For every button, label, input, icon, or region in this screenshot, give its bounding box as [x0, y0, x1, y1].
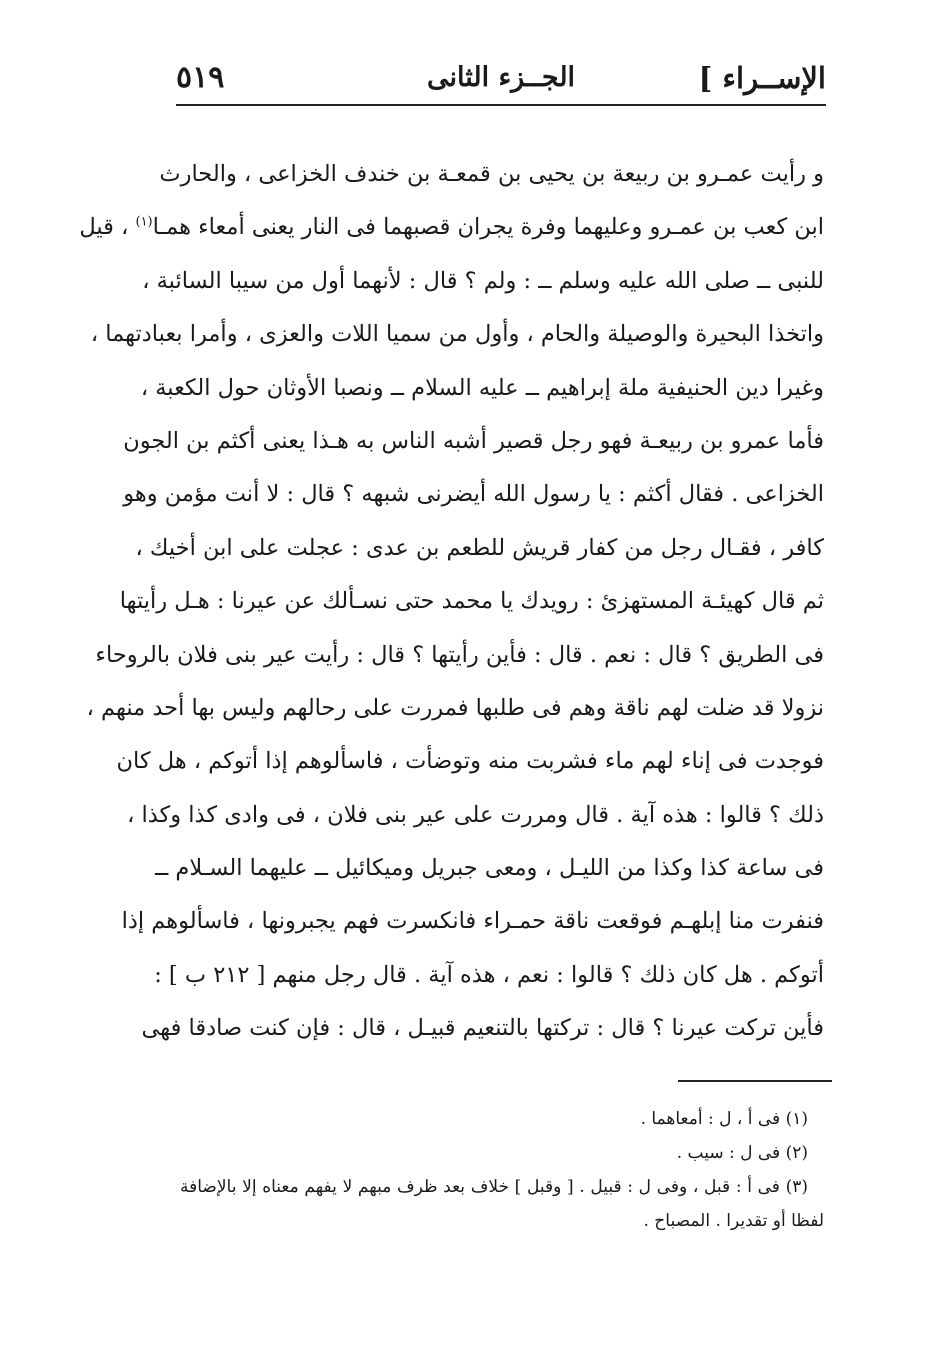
text-line: أتوكم . هل كان ذلك ؟ قالوا : نعم ، هذه آية . قال رجل منهم [ ٢١٢ ب ] :	[154, 961, 824, 988]
footnote-1: (١) فى أ ، ل : أمعاهما .	[640, 1109, 808, 1129]
footnotes	[180, 1102, 824, 1238]
volume-title: الجــزء الثانى	[426, 62, 576, 93]
text-segment: ابن كعب بن عمـرو وعليهما وفرة يجران قصبهما فى النار يعنى أمعاء همـا	[152, 214, 824, 241]
main-text	[79, 148, 824, 1056]
footnote-2: (٢) فى ل : سيب .	[676, 1143, 808, 1163]
text-line	[141, 1002, 824, 1055]
footnote-3-continuation: لفظا أو تقديرا . المصباح .	[643, 1211, 824, 1231]
text-line: فى ساعة كذا وكذا من الليـل ، ومعى جبريل وميكائيل ــ عليهما السـلام ــ	[155, 855, 824, 882]
text-line: الخزاعى . فقال أكثم : يا رسول الله أيضرنى شبهه ؟ قال : لا أنت مؤمن وهو	[123, 481, 824, 508]
text-line: ذلك ؟ قالوا : هذه آية . قال ومررت على عير بنى فلان ، فى وادى كذا وكذا ،	[127, 801, 824, 828]
running-header	[176, 56, 826, 106]
text-line: فأما عمرو بن ربيعـة فهو رجل قصير أشبه الناس به هـذا يعنى أكثم بن الجون	[123, 427, 824, 454]
text-segment: ، قيل	[79, 214, 129, 241]
footnote-rule	[678, 1080, 832, 1082]
page-number: ٥١٩	[176, 60, 225, 95]
text-line: واتخذا البحيرة والوصيلة والحام ، وأول من سميا اللات والعزى ، وأمرا بعبادتهما ،	[90, 321, 824, 348]
text-line: فى الطريق ؟ قال : نعم . قال : فأين رأيتها ؟ قال : رأيت عير بنى فلان بالروحاء	[95, 641, 824, 668]
text-line: وغيرا دين الحنيفية ملة إبراهيم ــ عليه السلام ــ ونصبا الأوثان حول الكعبة ،	[140, 374, 824, 401]
footnote-marker: (١)	[135, 214, 153, 230]
text-line: للنبى ــ صلى الله عليه وسلم ــ : ولم ؟ قال : لأنهما أول من سيبا السائبة ،	[142, 267, 824, 294]
text-line: فوجدت فى إناء لهم ماء فشربت منه وتوضأت ، فاسألوهم إذا أتوكم ، هل كان	[116, 748, 824, 775]
text-line: نزولا قد ضلت لهم ناقة وهم فى طلبها فمررت على رحالهم وليس بها أحد منهم ،	[86, 694, 824, 721]
text-line: كافر ، فقـال رجل من كفار قريش للطعم بن عدى : عجلت على ابن أخيك ،	[135, 534, 824, 561]
footnote-3: (٣) فى أ : قبل ، وفى ل : قبيل . [ وقبل ] خلاف بعد ظرف مبهم لا يفهم معناه إلا بالإضافة	[180, 1177, 808, 1197]
section-title: الإســراء ]	[698, 61, 826, 95]
text-line: ثم قال كهيئـة المستهزئ : رويدك يا محمد حتى نسـألك عن عيرنا : هـل رأيتها	[119, 588, 824, 615]
header-rule	[176, 104, 826, 106]
text-line	[79, 201, 824, 254]
text-line: و رأيت عمـرو بن ربيعة بن يحيى بن قمعـة بن خندف الخزاعى ، والحارث	[159, 161, 824, 187]
text-line: فنفرت منا إبلهـم فوقعت ناقة حمـراء فانكسرت فهم يجبرونها ، فاسألوهم إذا	[121, 908, 824, 935]
text-segment: فأين تركت عيرنا ؟ قال : تركتها بالتنعيم قبيـل ، قال : فإن كنت صادقا فهى	[141, 1015, 824, 1042]
